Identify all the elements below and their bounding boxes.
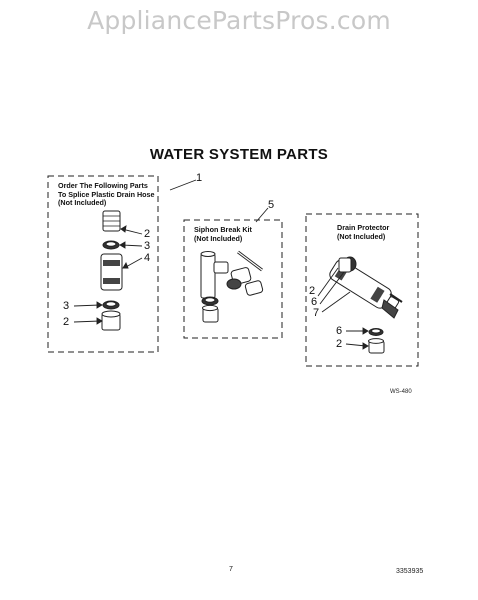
page-number: 7: [229, 566, 233, 573]
figure-code: WS-480: [390, 389, 412, 395]
callout-right-7: 7: [313, 307, 320, 319]
coupling-b: [245, 280, 264, 296]
middle-label-line-2: (Not Included): [194, 233, 243, 243]
siphon-tee: [201, 254, 215, 298]
callout-left-3b: 3: [63, 300, 70, 312]
document-number: 3353935: [396, 568, 424, 575]
callout-right-2b: 2: [336, 338, 343, 350]
middle-parts: [201, 252, 263, 323]
left-parts: [101, 211, 122, 330]
callout-5: 5: [268, 199, 275, 211]
callout-1: 1: [196, 172, 203, 184]
left-label-line-1: Order The Following Parts: [58, 181, 148, 190]
leader-1: [170, 180, 196, 190]
middle-label-line-1: Siphon Break Kit: [194, 225, 252, 234]
callout-left-2a: 2: [144, 228, 151, 240]
callout-left-4: 4: [144, 252, 151, 264]
callout-right-6b: 6: [336, 325, 343, 337]
middle-panel-label: [194, 226, 252, 243]
connector-body: [101, 254, 122, 290]
right-label-line-2: (Not Included): [337, 231, 386, 241]
left-label-line-3: (Not Included): [58, 198, 107, 207]
protector-cap-top: [339, 258, 351, 272]
right-label-line-1: Drain Protector: [337, 223, 390, 232]
left-panel-label: [58, 182, 155, 208]
callout-right-6a: 6: [311, 296, 318, 308]
callout-right-2: 2: [309, 285, 316, 297]
site-watermark: AppliancePartsPros.com: [87, 6, 391, 35]
left-label-line-2: To Splice Plastic Drain Hose: [58, 189, 155, 199]
callout-left-2b: 2: [63, 316, 70, 328]
right-panel-label: [337, 224, 389, 241]
diagram-title: WATER SYSTEM PARTS: [149, 146, 329, 163]
callout-left-3a: 3: [144, 240, 151, 252]
